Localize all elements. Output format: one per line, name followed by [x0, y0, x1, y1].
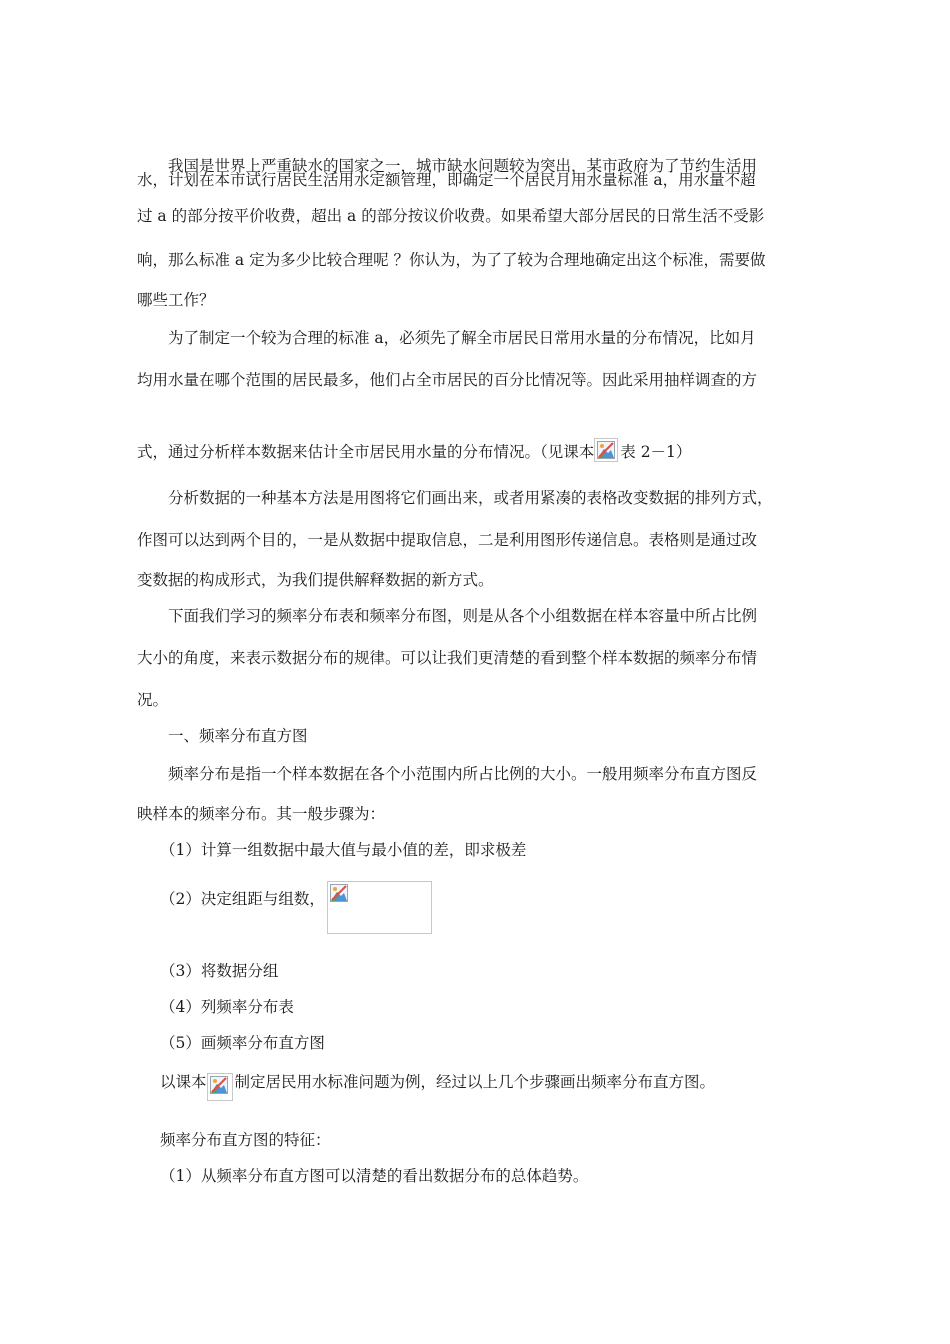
paragraph-1-line-1: 我国是世界上严重缺水的国家之一，城市缺水问题较为突出，某市政府为了节约生活用 [168, 157, 758, 175]
paragraph-1-line-4: 响，那么标准 a 定为多少比较合理呢 ？你认为，为了了较为合理地确定出这个标准，需要做 [137, 251, 766, 269]
broken-image-icon [207, 1073, 233, 1101]
step-3: （3）将数据分组 [160, 962, 279, 980]
broken-image-icon [594, 438, 618, 462]
step-4: （4）列频率分布表 [160, 998, 294, 1016]
paragraph-4-line-2: 大小的角度，来表示数据分布的规律。可以让我们更清楚的看到整个样本数据的频率分布情 [137, 649, 758, 667]
paragraph-4-line-1: 下面我们学习的频率分布表和频率分布图，则是从各个小组数据在样本容量中所占比例 [168, 607, 758, 625]
paragraph-3-line-1: 分析数据的一种基本方法是用图将它们画出来，或者用紧凑的表格改变数据的排列方式， [168, 489, 773, 507]
paragraph-1-line-3: 过 a 的部分按平价收费，超出 a 的部分按议价收费。如果希望大部分居民的日常生活不受影 [137, 207, 765, 225]
paragraph-2-line-3 [137, 438, 691, 462]
broken-image-icon [330, 884, 348, 902]
paragraph-5-line-1: 频率分布是指一个样本数据在各个小范围内所占比例的大小。一般用频率分布直方图反 [168, 765, 758, 783]
paragraph-5-line-2: 映样本的频率分布。其一般步骤为： [137, 805, 386, 823]
paragraph-2-line-3-before: 式，通过分析样本数据来估计全市居民用水量的分布情况。（见课本 [137, 443, 595, 461]
example-line [160, 1072, 715, 1101]
paragraph-1-line-5: 哪些工作？ [137, 291, 215, 309]
paragraph-1-line-2: 水，计划在本市试行居民生活用水定额管理，即确定一个居民月用水量标准 a，用水量不超 [137, 171, 756, 189]
section-heading: 一、频率分布直方图 [168, 727, 308, 745]
formula-image-frame [327, 881, 432, 934]
paragraph-2-line-1: 为了制定一个较为合理的标准 a，必须先了解全市居民日常用水量的分布情况，比如月 [168, 329, 756, 347]
paragraph-2-line-2: 均用水量在哪个范围的居民最多，他们占全市居民的百分比情况等。因此采用抽样调查的方 [137, 371, 758, 389]
step-2: （2）决定组距与组数， [160, 890, 325, 908]
example-line-after: 制定居民用水标准问题为例，经过以上几个步骤画出频率分布直方图。 [234, 1073, 716, 1091]
paragraph-4-line-3: 况。 [137, 691, 169, 709]
paragraph-3-line-2: 作图可以达到两个目的，一是从数据中提取信息，二是利用图形传递信息。表格则是通过改 [137, 531, 758, 549]
example-line-before: 以课本 [160, 1073, 207, 1091]
paragraph-3-line-3: 变数据的构成形式，为我们提供解释数据的新方式。 [137, 571, 494, 589]
paragraph-2-line-3-after: 表 2－1） [620, 443, 692, 461]
feature-1: （1）从频率分布直方图可以清楚的看出数据分布的总体趋势。 [160, 1167, 589, 1185]
step-1: （1）计算一组数据中最大值与最小值的差，即求极差 [160, 841, 527, 859]
step-5: （5）画频率分布直方图 [160, 1034, 325, 1052]
features-heading: 频率分布直方图的特征： [160, 1131, 331, 1149]
